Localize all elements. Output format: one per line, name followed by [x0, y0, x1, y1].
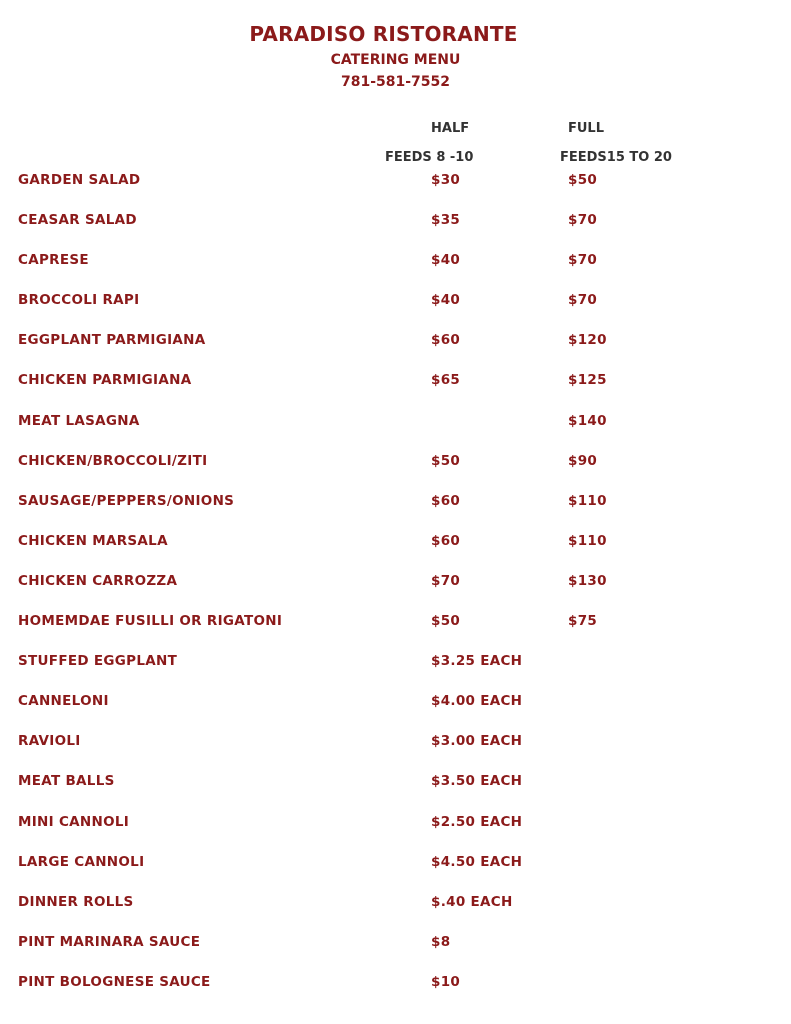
item-name: CEASAR SALAD: [18, 212, 137, 229]
menu-item: [0, 332, 791, 372]
menu-item: [0, 653, 791, 693]
item-full-price: $125: [568, 372, 607, 389]
item-name: EGGPLANT PARMIGIANA: [18, 332, 206, 349]
item-name: SAUSAGE/PEPPERS/ONIONS: [18, 492, 235, 509]
menu-item: [0, 252, 791, 292]
menu-item: [0, 854, 791, 894]
item-half-price: $60: [431, 332, 461, 349]
half-column-header: HALF: [431, 121, 470, 136]
item-name: CAPRESE: [18, 252, 89, 269]
item-name: RAVIOLI: [18, 733, 81, 750]
menu-item: [0, 453, 791, 493]
menu-item: [0, 613, 791, 653]
menu-item: [0, 493, 791, 533]
menu-item: [0, 533, 791, 573]
item-half-price: $3.25 EACH: [431, 653, 523, 670]
item-half-price: $60: [431, 492, 461, 509]
item-name: MEAT LASAGNA: [18, 412, 140, 429]
item-full-price: $70: [568, 212, 598, 229]
menu-item: [0, 773, 791, 813]
menu-list: [0, 172, 791, 1014]
item-name: GARDEN SALAD: [18, 172, 141, 188]
item-half-price: $3.00 EACH: [431, 733, 523, 750]
item-name: BROCCOLI RAPI: [18, 292, 140, 309]
menu-item: [0, 292, 791, 332]
menu-title: CATERING MENU: [330, 52, 461, 68]
item-name: CHICKEN PARMIGIANA: [18, 372, 192, 389]
menu-item: [0, 814, 791, 854]
item-name: CHICKEN CARROZZA: [18, 572, 178, 589]
menu-item: [0, 934, 791, 974]
item-name: CHICKEN MARSALA: [18, 532, 168, 549]
item-half-price: $30: [431, 172, 461, 188]
menu-item: [0, 212, 791, 252]
item-half-price: $65: [431, 372, 461, 389]
item-half-price: $60: [431, 532, 461, 549]
menu-item: [0, 372, 791, 412]
half-feeds-label: FEEDS 8 -10: [385, 150, 474, 165]
menu-item: [0, 413, 791, 453]
item-full-price: $75: [568, 613, 598, 630]
item-half-price: $8: [431, 933, 451, 950]
item-name: MEAT BALLS: [18, 773, 115, 790]
item-name: PINT MARINARA SAUCE: [18, 933, 201, 950]
item-half-price: $2.50 EACH: [431, 813, 523, 830]
item-name: CHICKEN/BROCCOLI/ZITI: [18, 452, 208, 469]
item-name: STUFFED EGGPLANT: [18, 653, 178, 670]
phone-number: 781-581-7552: [340, 74, 451, 90]
item-full-price: $140: [568, 412, 607, 429]
item-half-price: $10: [431, 973, 461, 990]
menu-item: [0, 733, 791, 773]
full-column-header: FULL: [568, 121, 605, 136]
menu-item: [0, 974, 791, 1014]
restaurant-name: PARADISO RISTORANTE: [249, 22, 518, 46]
menu-item: [0, 573, 791, 613]
item-half-price: $40: [431, 292, 461, 309]
item-name: DINNER ROLLS: [18, 893, 134, 910]
item-name: LARGE CANNOLI: [18, 853, 145, 870]
item-half-price: $4.50 EACH: [431, 853, 523, 870]
item-full-price: $70: [568, 252, 598, 269]
item-half-price: $.40 EACH: [431, 893, 513, 910]
item-half-price: $50: [431, 452, 461, 469]
menu-item: [0, 172, 791, 212]
item-full-price: $130: [568, 572, 607, 589]
item-name: HOMEMDAE FUSILLI OR RIGATONI: [18, 613, 283, 630]
item-name: PINT BOLOGNESE SAUCE: [18, 973, 211, 990]
item-half-price: $3.50 EACH: [431, 773, 523, 790]
item-half-price: $4.00 EACH: [431, 693, 523, 710]
item-full-price: $110: [568, 492, 607, 509]
item-full-price: $110: [568, 532, 607, 549]
item-half-price: $35: [431, 212, 461, 229]
menu-item: [0, 693, 791, 733]
item-half-price: $40: [431, 252, 461, 269]
item-name: CANNELONI: [18, 693, 109, 710]
item-full-price: $120: [568, 332, 607, 349]
item-half-price: $50: [431, 613, 461, 630]
item-full-price: $70: [568, 292, 598, 309]
item-full-price: $50: [568, 172, 598, 188]
item-half-price: $70: [431, 572, 461, 589]
menu-item: [0, 894, 791, 934]
item-full-price: $90: [568, 452, 598, 469]
full-feeds-label: FEEDS15 TO 20: [560, 150, 672, 165]
item-name: MINI CANNOLI: [18, 813, 130, 830]
